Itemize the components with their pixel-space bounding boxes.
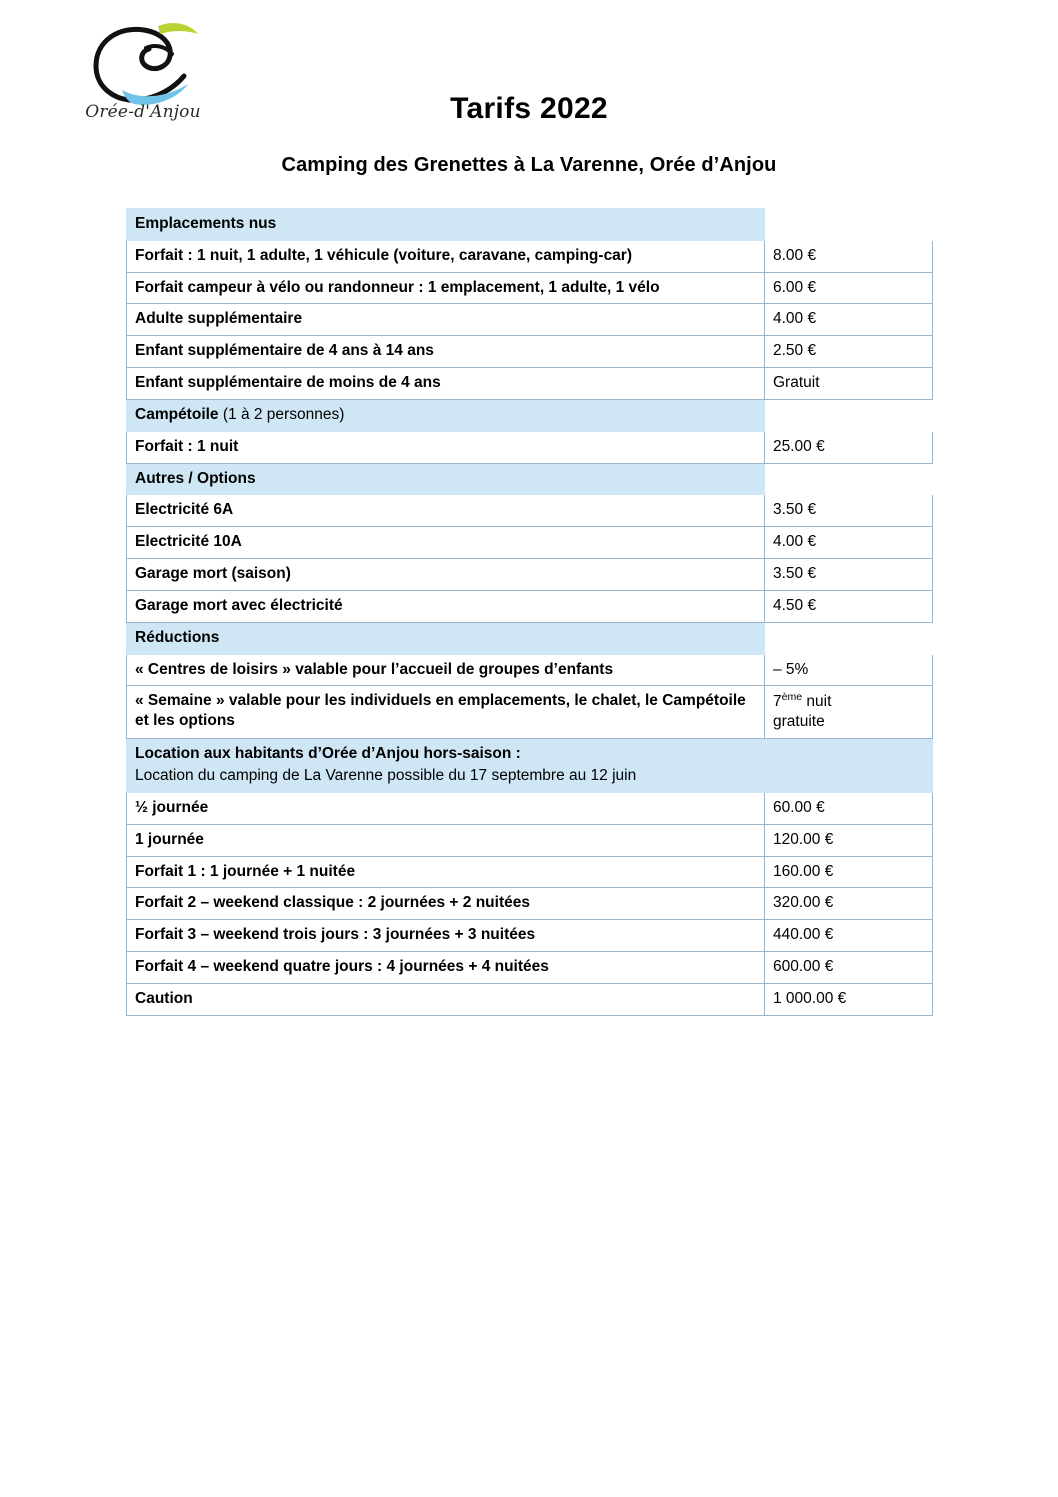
table-row <box>127 527 933 559</box>
row-price: Gratuit <box>765 368 933 400</box>
table-row <box>127 336 933 368</box>
row-price: 2.50 € <box>765 336 933 368</box>
section-price-empty <box>765 209 933 241</box>
table-row <box>127 792 933 824</box>
row-label: Forfait : 1 nuit <box>127 431 765 463</box>
logo-brand-text: Orée-d'Anjou <box>85 102 201 122</box>
table-row <box>127 654 933 686</box>
row-price: 4.50 € <box>765 590 933 622</box>
table-row <box>127 824 933 856</box>
section-title-text: Location aux habitants d’Orée d’Anjou hors-saison : <box>135 745 521 763</box>
section-title-text: Campétoile <box>135 405 219 423</box>
row-price: 320.00 € <box>765 888 933 920</box>
table-row <box>127 590 933 622</box>
row-price: 60.00 € <box>765 792 933 824</box>
row-price: 120.00 € <box>765 824 933 856</box>
row-label: Forfait : 1 nuit, 1 adulte, 1 véhicule (voiture, caravane, camping-car) <box>127 240 765 272</box>
row-price: 6.00 € <box>765 272 933 304</box>
row-label: Electricité 6A <box>127 495 765 527</box>
section-title: Réductions <box>127 622 765 654</box>
table-row <box>127 888 933 920</box>
table-row <box>127 495 933 527</box>
table-row-section <box>127 399 933 431</box>
row-price: 4.00 € <box>765 304 933 336</box>
section-title-note: (1 à 2 personnes) <box>218 405 345 423</box>
row-label: 1 journée <box>127 824 765 856</box>
table-row <box>127 686 933 739</box>
row-label: Enfant supplémentaire de 4 ans à 14 ans <box>127 336 765 368</box>
row-label: Forfait 2 – weekend classique : 2 journées + 2 nuitées <box>127 888 765 920</box>
row-label: Forfait campeur à vélo ou randonneur : 1 emplacement, 1 adulte, 1 vélo <box>127 272 765 304</box>
section-title: Autres / Options <box>127 463 765 495</box>
tarifs-table-body <box>127 209 933 1016</box>
row-label: Electricité 10A <box>127 527 765 559</box>
ordinal-suffix: ème <box>781 691 803 704</box>
table-row <box>127 240 933 272</box>
table-row <box>127 431 933 463</box>
table-row <box>127 952 933 984</box>
row-label: Adulte supplémentaire <box>127 304 765 336</box>
row-label: Caution <box>127 983 765 1015</box>
section-title <box>127 739 933 793</box>
table-row-section <box>127 463 933 495</box>
row-price: 440.00 € <box>765 920 933 952</box>
row-label: Enfant supplémentaire de moins de 4 ans <box>127 368 765 400</box>
row-price: 25.00 € <box>765 431 933 463</box>
page-title: Tarifs 2022 <box>450 92 608 125</box>
section-price-empty <box>765 399 933 431</box>
table-row-section-wide <box>127 739 933 793</box>
row-price: 4.00 € <box>765 527 933 559</box>
row-price: 3.50 € <box>765 495 933 527</box>
row-price: 1 000.00 € <box>765 983 933 1015</box>
table-row <box>127 983 933 1015</box>
table-row <box>127 304 933 336</box>
row-label: Forfait 1 : 1 journée + 1 nuitée <box>127 856 765 888</box>
row-price: 600.00 € <box>765 952 933 984</box>
row-label: « Centres de loisirs » valable pour l’accueil de groupes d’enfants <box>127 654 765 686</box>
table-row <box>127 920 933 952</box>
table-row <box>127 856 933 888</box>
section-subnote: Location du camping de La Varenne possible du 17 septembre au 12 juin <box>135 767 637 785</box>
tarifs-table <box>126 208 933 1016</box>
row-label: Forfait 3 – weekend trois jours : 3 journées + 3 nuitées <box>127 920 765 952</box>
table-row-section <box>127 209 933 241</box>
table-row <box>127 368 933 400</box>
section-title: Emplacements nus <box>127 209 765 241</box>
section-title <box>127 399 765 431</box>
table-row-section <box>127 622 933 654</box>
row-label: Garage mort avec électricité <box>127 590 765 622</box>
row-label: Garage mort (saison) <box>127 559 765 591</box>
row-label: ½ journée <box>127 792 765 824</box>
page-subtitle: Camping des Grenettes à La Varenne, Orée d’Anjou <box>281 154 777 176</box>
row-price: 3.50 € <box>765 559 933 591</box>
logo <box>62 14 222 134</box>
row-price: 7ème nuit gratuite <box>765 686 933 739</box>
row-label: « Semaine » valable pour les individuels en emplacements, le chalet, le Campétoile et les options <box>127 686 765 739</box>
table-row <box>127 559 933 591</box>
section-price-empty <box>765 463 933 495</box>
row-label: Forfait 4 – weekend quatre jours : 4 journées + 4 nuitées <box>127 952 765 984</box>
section-price-empty <box>765 622 933 654</box>
swirl-leaf-icon <box>62 14 222 114</box>
row-price: 160.00 € <box>765 856 933 888</box>
row-price: 8.00 € <box>765 240 933 272</box>
table-row <box>127 272 933 304</box>
row-price: – 5% <box>765 654 933 686</box>
